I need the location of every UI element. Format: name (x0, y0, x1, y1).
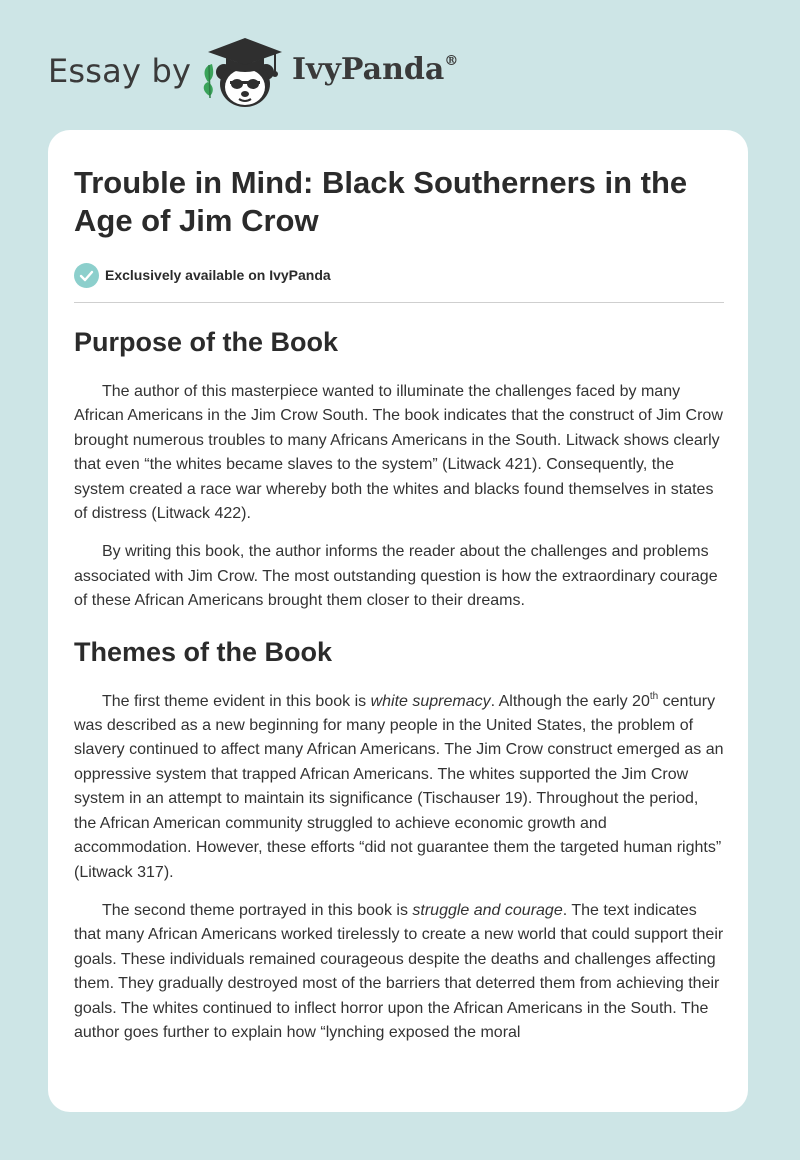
paragraph-purpose-1: The author of this masterpiece wanted to illuminate the challenges faced by many African Americans in the Jim Crow South. The book indicates that the construct of Jim Crow brought numerous troubles to many Africans Americans in the South. Litwack shows clearly that even “the whites became slaves to the system” (Litwack 421). Consequently, the system created a race war whereby both the whites and blacks found themselves in states of distress (Litwack 422). (74, 383, 723, 523)
section-heading-themes: Themes of the Book (74, 636, 333, 667)
check-circle-icon (74, 263, 99, 288)
text-run: . The text indicates that many African Americans worked tirelessly to create a new world that could support their goals. These individuals remained courageous despite the deaths and challenges affecting them. They gradually destroyed most of the barriers that deterred them from achieving their goals. The whites continued to inflect horror upon the African Americans in the South. The author goes further to explain how “lynching exposed the moral (74, 901, 724, 1041)
divider (74, 302, 724, 303)
text-run: The second theme portrayed in this book is (102, 901, 413, 919)
ordinal-superscript: th (649, 690, 659, 702)
site-header (0, 0, 800, 130)
text-run: The first theme evident in this book is (102, 692, 371, 710)
panda-logo-icon[interactable] (200, 32, 290, 110)
page-title: Trouble in Mind: Black Southerners in the Age of Jim Crow (74, 165, 688, 238)
emphasis-white-supremacy: white supremacy (370, 692, 491, 710)
text-run: century was described as a new beginning for many people in the United States, the problem of slavery continued to affect many African Americans. The Jim Crow construct emerged as an oppressive system that trapped African Americans. The whites supported the Jim Crow system in an attempt to maintain its significance (Tischauser 19). Throughout the period, the African American community struggled to achieve economic growth and accommodation. However, these efforts “did not guarantee them the targeted human rights” (Litwack 317). (74, 692, 724, 881)
text-run: . Although the early 20 (490, 692, 650, 710)
emphasis-struggle-courage: struggle and courage (412, 901, 563, 919)
paragraph-purpose-2: By writing this book, the author informs the reader about the challenges and problems associated with Jim Crow. The most outstanding question is how the extraordinary courage of these African Americans brought them closer to their dreams. (74, 543, 718, 610)
registered-mark: ® (444, 53, 459, 69)
essay-by-label: Essay by (48, 52, 192, 90)
exclusive-badge-text: Exclusively available on IvyPanda (105, 267, 331, 283)
brand-text: IvyPanda (292, 52, 445, 87)
essay-content (74, 164, 724, 1045)
exclusive-badge (74, 262, 724, 288)
paragraph-themes-1 (74, 690, 724, 885)
brand-name[interactable] (292, 52, 458, 87)
section-heading-purpose: Purpose of the Book (74, 327, 339, 357)
essay-card (48, 130, 748, 1112)
paragraph-themes-2 (74, 899, 724, 1045)
